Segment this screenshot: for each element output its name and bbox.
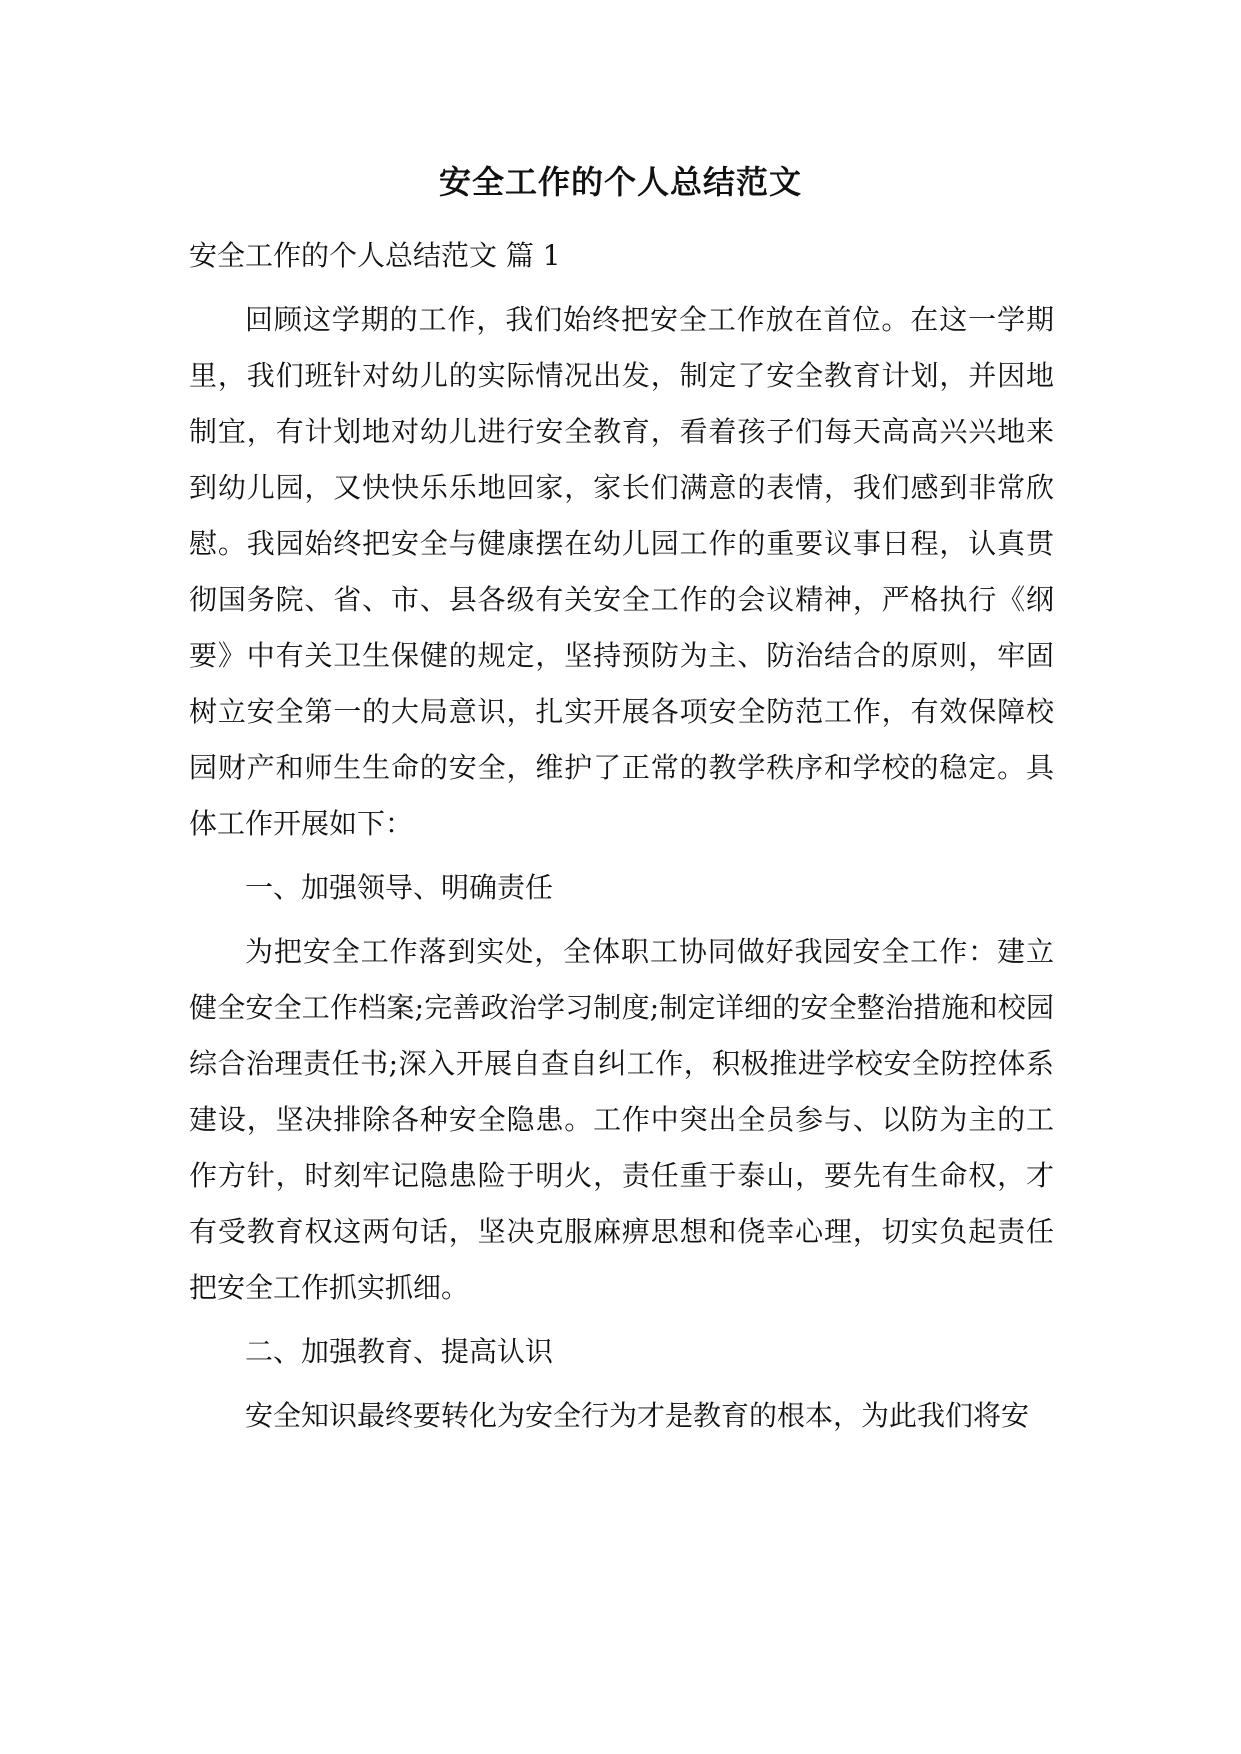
- document-title: 安全工作的个人总结范文: [438, 163, 802, 201]
- section-subtitle: 安全工作的个人总结范文 篇 1: [189, 239, 561, 272]
- paragraph-section-1: 为把安全工作落到实处，全体职工协同做好我园安全工作：建立健全安全工作档案;完善政治学习制度;制定详细的安全整治措施和校园综合治理责任书;深入开展自查自纠工作，积极推进学校安全防控体系建设，坚决排除各种安全隐患。工作中突出全员参与、以防为主的工作方针，时刻牢记隐患险于明火，责任重于泰山，要先有生命权，才有受教育权这两句话，坚决克服麻痹思想和侥幸心理，切实负起责任把安全工作抓实抓细。: [189, 935, 1054, 1304]
- section-heading-1: 一、加强领导、明确责任: [245, 871, 554, 904]
- section-heading-2: 二、加强教育、提高认识: [245, 1335, 554, 1368]
- paragraph-section-2: 安全知识最终要转化为安全行为才是教育的根本，为此我们将安: [245, 1399, 1030, 1432]
- paragraph-intro: 回顾这学期的工作，我们始终把安全工作放在首位。在这一学期里，我们班针对幼儿的实际情况出发，制定了安全教育计划，并因地制宜，有计划地对幼儿进行安全教育，看着孩子们每天高高兴兴地来到幼儿园，又快快乐乐地回家，家长们满意的表情，我们感到非常欣慰。我园始终把安全与健康摆在幼儿园工作的重要议事日程，认真贯彻国务院、省、市、县各级有关安全工作的会议精神，严格执行《纲要》中有关卫生保健的规定，坚持预防为主、防治结合的原则，牢固树立安全第一的大局意识，扎实开展各项安全防范工作，有效保障校园财产和师生生命的安全，维护了正常的教学秩序和学校的稳定。具体工作开展如下：: [189, 303, 1054, 840]
- document-body: [189, 228, 1054, 1452]
